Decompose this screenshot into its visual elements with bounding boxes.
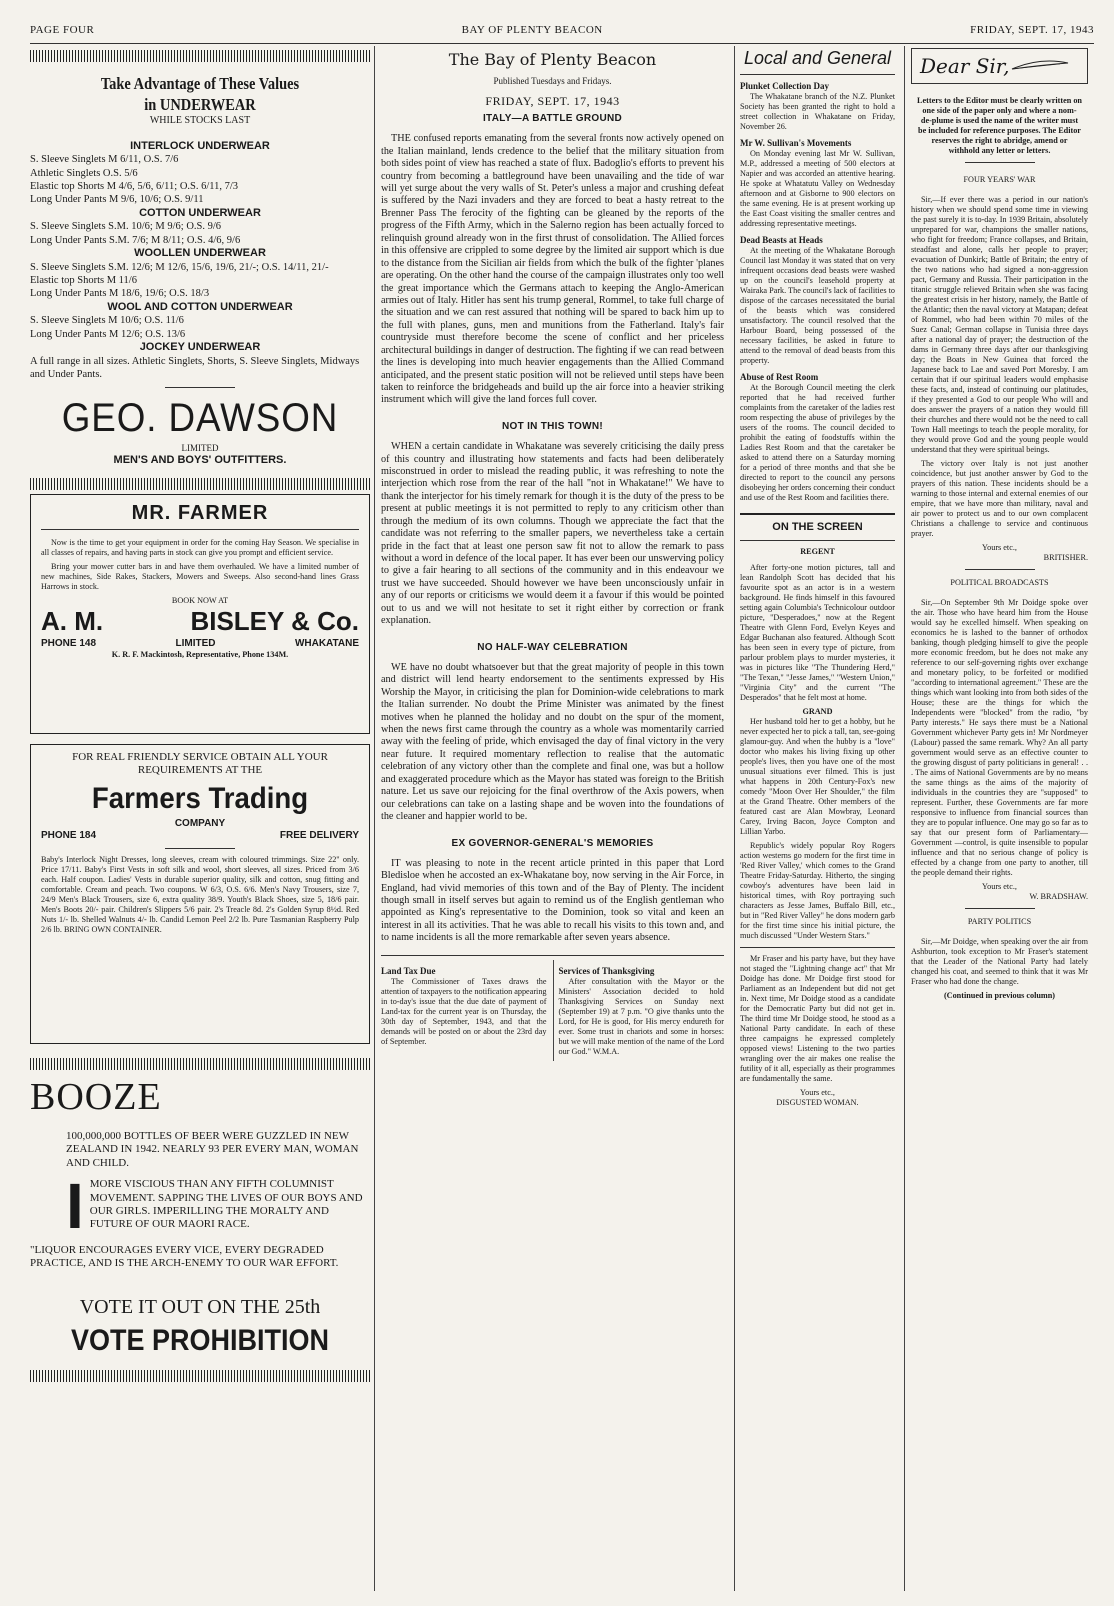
farmers-advert bbox=[30, 744, 370, 1044]
dawson-line: Athletic Singlets O.S. 5/6 bbox=[30, 167, 138, 179]
booze-prohibition: VOTE PROHIBITION bbox=[70, 1323, 330, 1357]
article-body: WHEN a certain candidate in Whakatane was severely criticising the daily press of this country and illustrating how statements and facts had been deliberately misconstrued in order to mislead the reading public, it was refreshing to note the interjection which rose from the rear of the hall "not in Whakatane!" We have to thank the interjector for his timely remark for though it is the duty of the press to be present at public meetings it is not permitted to reply to any criticism other than through the medium of its own columns. Though we appreciate the fact that the candidate was not referring to the smaller papers, we nevertheless take a certain pride in the fact that at least one person saw fit not to allow the remark to pass without a word in defence of the local paper. It has ever been our unswerving policy to give a fair hearing to all sections of the community and in this endeavour we trust we have succeeded. Should however we have been unconsciously unfair in any of our reports or criticisms we would deem it a favour if this would be pointed out to us and we will not hesitate to set it right either by correction or frank explanation. bbox=[381, 441, 724, 627]
article-body: WE have no doubt whatsoever but that the great majority of people in this town and district will lend hearty endorsement to the sentiments expressed by His Worship the Mayor, in criticising the plan for Dominion-wide celebrations to mark the Italian surrender. No doubt the Prime Minister was animated by the finest motives when he planned the holiday and no doubt on the spur of the moment, when the news first came through the country as a whole was momentarily carried away with the feeling of pride, which envisaged the day of final victory in the very near future. It required momentary reflection to realise that the automatic celebration of any victory other than the complete and final one, was but a hollow and exaggerated procedure which as the Mayor has stated was foreign to the British nature. Let us save our rejoicing for the final overthrow of the Axis powers, when our celebrations can take on a lasting shape and be woven into the foundations of the cleaner and happier world to be. bbox=[381, 661, 724, 823]
hatch-rule bbox=[30, 50, 370, 62]
dawson-line: Long Under Pants M 12/6; O.S. 13/6 bbox=[30, 328, 186, 340]
dawson-line: S. Sleeve Singlets M 10/6; O.S. 11/6 bbox=[30, 315, 184, 327]
letter-body: Sir,—If ever there was a period in our nation's history when we should spend some time in viewing the past surely it is to-day. In 1939 Britain, absolutely unprepared for war, champions the smaller nations, who fight for freedom; France collapses, and Britain, steadfast and alone, calls her people to prayer; evacuation of Dunkirk; Battle of Britain; the entry of the two nations who had signed a non-aggression pact, Germany and Russia. Their participation in the titanic struggle relieved Britain when she was facing the greatest crisis in her history, namely, the Battle of the Atlantic; then the naval victory at Matapan; defeat of Rommel, who had been within 70 miles of the Suez Canal; German collapse in Tunisia three days after a national day of prayer; the destruction of the dams in Germany three days after our thanksgiving day; the Boats in New Guinea that forced the Japanese back to Lae and saved Port Moresby. I am certain that if our spiritual leaders would emphasise these facts, and, instead of continuing our platitudes, if they presented a God to our people Who will and does answer the prayers of a nation they would fill their churches and there would not be the need to call Town Hall meetings to teach the people morality, for they would prove God and the young people would understand that they were spiritual beings. bbox=[911, 195, 1088, 454]
page-date: FRIDAY, SEPT. 17, 1943 bbox=[970, 24, 1094, 36]
letter-body: Mr Fraser and his party have, but they have not staged the "Lightning change act" that Mr Doidge has done. Mr Doidge first stood for Parliament as an Independent but did not get in. Next time, Mr Doidge stood as a candidate for the Democratic Party but did not get in. The third time Mr Doidge stood, he stood as a National Party candidate. In each of these three campaigns he expressed completely opposed views! Listening to the two parties wrangling over the air makes one realise the futility of it all, especially as their programmes are fundamentally the same. bbox=[740, 954, 895, 1084]
dawson-title-3: WHILE STOCKS LAST bbox=[149, 115, 251, 127]
news-body: The Commissioner of Taxes draws the attention of taxpayers to the notification appearing in to-day's issue that the due date of payment of Land-tax for the current year is on Thursday, the 30th day of September, 1943, and that the demands will be posted on or about the 23rd day of September. bbox=[381, 976, 547, 1046]
dawson-section-heading: JOCKEY UNDERWEAR bbox=[139, 341, 261, 354]
screen-body: After forty-one motion pictures, tall and lean Randolph Scott has decided that his favourite spot as an actor is in a western background. He finds himself in this favoured setting again Columbia's Technicolour outdoor picture, "Desperadoes," now at the Regent Theatre with Glenn Ford, Evelyn Keyes and Edgar Buchanan also featured. Although Scott has been seen in every type of picture, from parlour problem plays to murder mysteries, it was in pictures like "The Thundering Herd," "The Texan," "Jesse James," "Western Union," "Virginia City" and the current "The Desperados" that he felt most at home. bbox=[740, 563, 895, 703]
masthead: The Bay of Plenty Beacon bbox=[448, 50, 657, 69]
news-heading: Dead Beasts at Heads bbox=[740, 234, 823, 245]
news-heading: Abuse of Rest Room bbox=[740, 371, 819, 382]
dawson-title-2: in UNDERWEAR bbox=[144, 94, 256, 114]
screen-body: Republic's widely popular Roy Rogers action westerns go modern for the first time in 'Red River Valley,' which comes to the Grand Theatre Friday-Saturday. Hitherto, the singing cowboy's adventures have been laid in historical times, with Roy portraying such characters as Jesse James, Buffalo Bill, etc., but in "Red River Valley" he dons modern garb for the first time since his initial picture, the much discussed "Under Western Stars." bbox=[740, 841, 895, 941]
dawson-tagline: MEN'S AND BOYS' OUTFITTERS. bbox=[113, 454, 287, 467]
divider bbox=[381, 955, 724, 956]
letter-signoff: Yours etc., bbox=[982, 882, 1017, 891]
booze-stat: 100,000,000 BOTTLES OF BEER WERE GUZZLED IN NEW ZEALAND IN 1942. NEARLY 93 PER EVERY MAN, WOMAN AND CHILD. bbox=[66, 1129, 359, 1169]
dear-sir-text: Dear Sir, bbox=[920, 53, 1010, 78]
letter-heading: POLITICAL BROADCASTS bbox=[950, 578, 1049, 587]
article-heading: ITALY—A BATTLE GROUND bbox=[482, 113, 623, 125]
bisley-body: Now is the time to get your equipment in order for the coming Hay Season. We specialise in all classes of repairs, and having parts in stock can give you prompt and efficient service. bbox=[41, 537, 359, 557]
divider bbox=[165, 387, 235, 388]
thanksgiving-item bbox=[553, 960, 725, 1061]
news-body: On Monday evening last Mr W. Sullivan, M.P., addressed a meeting of 500 electors at Napier and was accorded an attentive hearing. He spoke at Whatatutu Valley on Wednesday afternoon and at Gisborne to 900 electors on the same evening. He is at present working up the East Coast visiting the smaller centres and addressing representative meetings. bbox=[740, 148, 895, 228]
article-heading: NOT IN THIS TOWN! bbox=[501, 420, 604, 432]
hatch-rule bbox=[30, 1370, 370, 1382]
bisley-title: MR. FARMER bbox=[131, 501, 269, 524]
news-heading: Plunket Collection Day bbox=[740, 80, 829, 91]
divider bbox=[165, 848, 235, 849]
bisley-limited: LIMITED bbox=[175, 637, 216, 649]
letter-heading: FOUR YEARS' WAR bbox=[963, 175, 1036, 184]
booze-drop-cap: I bbox=[66, 1170, 84, 1243]
letter-heading: PARTY POLITICS bbox=[967, 917, 1032, 926]
continued-note: (Continued in previous column) bbox=[943, 991, 1056, 1000]
booze-quote-block bbox=[66, 1170, 370, 1243]
land-tax-item bbox=[381, 960, 547, 1061]
letter-signature: W. BRADSHAW. bbox=[1029, 892, 1088, 901]
bisley-name-a: A. M. bbox=[41, 605, 104, 636]
bisley-advert bbox=[30, 494, 370, 734]
news-heading: Mr W. Sullivan's Movements bbox=[740, 137, 852, 148]
divider bbox=[740, 540, 895, 541]
hatch-rule bbox=[30, 1058, 370, 1070]
page-header bbox=[30, 24, 1094, 44]
letters-column bbox=[904, 46, 1094, 1591]
hatch-rule bbox=[30, 478, 370, 490]
divider bbox=[965, 162, 1035, 163]
booze-liquor: "LIQUOR ENCOURAGES EVERY VICE, EVERY DEGRADED PRACTICE, AND IS THE ARCH-ENEMY TO OUR WAR EFFORT. bbox=[30, 1243, 339, 1270]
page-number: PAGE FOUR bbox=[30, 24, 95, 36]
booze-title: BOOZE bbox=[30, 1075, 162, 1118]
news-body: At the meeting of the Whakatane Borough Council last Monday it was stated that on very infrequent occasions dead beasts were washed up on the council's leasehold property at Wairaka Park. The council's lack of facilities to dispose of the carcases necessitated the burial of the beasts which was considered unsatisfactory. The council resolved that the Harbour Board, being possessed of the necessary facilities, be asked in future to attend to the removal of dead beasts from this property. bbox=[740, 245, 895, 365]
divider bbox=[965, 908, 1035, 909]
news-body: After consultation with the Mayor or the Ministers' Association decided to hold Thanksgiving Services on Sunday next (September 19) at 7 p.m. "O give thanks unto the Lord, for He is good, for His mercy endureth for ever. Some trust in chariots and some in horses: but we will make mention of the name of the Lord our God." W.M.A. bbox=[558, 976, 724, 1056]
article-body: IT was pleasing to note in the recent article printed in this paper that Lord Bledisloe when he accosted an ex-Whakatane boy, now serving in the Air Force, in England, had vivid memories of this town and of the Bay of Plenty. The incident though small in itself serves but again to remind us of the English gentleman who appointed as King's representative to the Dominion, took so vital and keen an interest in all its activities. That he was able to recall his visits to this town and, and to name incidents is all the more remarkable after seven years absence. bbox=[381, 857, 724, 944]
dawson-section-heading: WOOL AND COTTON UNDERWEAR bbox=[107, 300, 293, 313]
news-shorts bbox=[381, 960, 724, 1061]
letters-notice: Letters to the Editor must be clearly written on one side of the paper only and where a nom-de-plume is used the name of the writer must be included for reference purposes. The Editor reserves the right to abridge, amend or withhold any letter or letters. bbox=[917, 96, 1082, 155]
news-heading: Land Tax Due bbox=[381, 965, 436, 976]
dawson-section-heading: WOOLLEN UNDERWEAR bbox=[134, 247, 266, 260]
farmers-phone: PHONE 184 bbox=[41, 830, 97, 842]
dawson-line: S. Sleeve Singlets S.M. 12/6; M 12/6, 15/6, 19/6, 21/-; O.S. 14/11, 21/- bbox=[30, 261, 329, 273]
letter-body: Sir,—Mr Doidge, when speaking over the air from Ashburton, took exception to Mr Fraser's statement that the Leader of the National Party had lately changed his coat, and seemed to think that it was Mr Fraser who had done the change. bbox=[911, 937, 1088, 986]
farmers-meta bbox=[41, 830, 359, 842]
farmers-delivery: FREE DELIVERY bbox=[279, 830, 359, 842]
dawson-line: A full range in all sizes. Athletic Singlets, Shorts, S. Sleeve Singlets, Midways and Under Pants. bbox=[30, 355, 360, 380]
paper-name: BAY OF PLENTY BEACON bbox=[461, 24, 603, 36]
letter-body: The victory over Italy is not just another coincidence, but just another answer by God to the prayers of this nation. These incidents should be a warning to those internal and external enemies of our empire, that we have more than military, naval and air power to protect us and to our own complacent Christians a challenge to service and continuous prayer. bbox=[911, 459, 1088, 538]
divider bbox=[965, 569, 1035, 570]
farmers-company: COMPANY bbox=[174, 817, 226, 829]
divider bbox=[740, 947, 895, 948]
dawson-line: Long Under Pants M 18/6, 19/6; O.S. 18/3 bbox=[30, 288, 210, 300]
dawson-name: GEO. DAWSON bbox=[61, 396, 339, 441]
bisley-name-b: BISLEY & Co. bbox=[190, 605, 359, 636]
letter-signature: BRITISHER. bbox=[1043, 553, 1088, 562]
news-body: At the Borough Council meeting the clerk reported that he had received further complaints from the caretaker of the ladies rest room respecting the abuse of privileges by the users of the rooms. The council decided to prohibit the eating of foodstuffs within the Ladies Rest Room and that the caretaker be asked to attend there on a Saturday morning for a period of three months and that she be directed to report to the council any persons disobeying her orders concerning their conduct and use of the Rest Room and facilities there. bbox=[740, 382, 895, 502]
theatre-name: GRAND bbox=[802, 707, 833, 717]
article-body: THE confused reports emanating from the several fronts now actively opened on the Italian mainland, lends credence to the belief that the military situation from both sides point of view has reached a state of flux. Badoglio's efforts to prevent his country from becoming a battleground have been unavailing and the tide of war will yet surge about the very walls of St. Peter's unless a major and crushing defeat is suffered by the Nazi invaders and they are forced to beat a hasty retreat to the Brenner Pass The ferocity of the fighting can be gleaned by the reports of the progress of the Fifth Army, which in the Salerno region has been actually forced to relinquish ground already won in the first thrust of consolidation. The Allied forces in this offensive are crippled to some degree by the limited air support which is due to the distance from the Sicilian air fields from which the bulk of the fighter 'planes are operating. On the other hand the course of the campaign illustrates only too well the great importance which the Germans attach to keeping the Anglo-American armies out of Italy. Hitler has sent his trump general, Rommel, to take full charge of the situation and we can rest assured that nothing will be spared to back him up to the full with planes, guns, men and munitions from the Fatherland. Italy's fair countryside must therefore become the scene of conflict and her priceless architectural buildings in danger of destruction. The fighting if we can read between the lines is developing into much heavier engagements than the Allied Command anticipated, and the present static position will not be relieved until steps have been taken to reinforce the bridgeheads and build up the air force into a heavier striking instrument which will give the land forces full cover. bbox=[381, 133, 724, 406]
article-heading: NO HALF-WAY CELEBRATION bbox=[477, 641, 628, 653]
letter-body: Sir,—On September 9th Mr Doidge spoke over the air. Those who have heard him from the House would say he excelled himself. When speaking on economics he is lashed to the banner of orthodox banking, though pledging himself to give the people more economic freedom, but he does not make any reference to our self-governing rights over exchange and monetary policy, to be forfeited or modified "according to international agreement." These are the things which want looking into from both sides of the House; these are the things for which the Independents were "blocked" from the radio, "by Party interests." He says there must be a National Government whichever Party gets in! Mr Nordmeyer (Labour) passed the same remark. Why? An all party government would serve as an effective counter to the growing disgust of party politicians in general! . . . The aims of National Governments are by no means the same things as the aims of the majority of individuals in the countries they are "supposed" to represent. Further, these Governments are far more responsive to influence from financial sources than they are to popular influence. One may go so far as to say that our present form of Parliamentary—Government —control, is quite insensible to popular influence and that no serious change of policy is effected by a change from one party to another, till the people demand their rights. bbox=[911, 598, 1088, 877]
farmers-body: Baby's Interlock Night Dresses, long sleeves, cream with coloured trimmings. Size 22" only. Price 17/11. Baby's First Vests in soft silk and wool, short sleeves, all sizes. Priced from 3/6 each. Half coupon. Ladies' Vests in durable superior quality, silk and cotton, snug fitting and comfortable. Cream and peach. Two coupons. W 6/3, O.S. 6/6. Men's Navy Trousers, size 7, 24/9 Men's Black Trousers, size 6, extra quality 38/9. Youth's Black Shoes, size 5, 18/6 pair. Men's Boots 20/- pair. Children's Slippers 5/6 pair. 2's Treacle 8d. 2's Golden Syrup 8½d. Red Nuts 1/- lb. Shelled Walnuts 4/- lb. Candid Lemon Peel 2/2 lb. Pure Tasmanian Raspberry Pulp 2/6 lb. BRING OWN CONTAINER. bbox=[41, 855, 359, 935]
bisley-body-2: Bring your mower cutter bars in and have them overhauled. We have a limited number of new machines, Side Rakes, Stackers, Mowers and Sweeps. Also second-hand lines Grass Harrows in stock. bbox=[41, 561, 359, 591]
dawson-line: S. Sleeve Singlets M 6/11, O.S. 7/6 bbox=[30, 154, 179, 166]
publication-schedule: Published Tuesdays and Fridays. bbox=[493, 75, 612, 86]
editorial-date: FRIDAY, SEPT. 17, 1943 bbox=[485, 94, 620, 109]
dawson-line: S. Sleeve Singlets S.M. 10/6; M 9/6; O.S. 9/6 bbox=[30, 221, 222, 233]
dawson-limited: LIMITED bbox=[181, 443, 219, 454]
dawson-line: Long Under Pants M 9/6, 10/6; O.S. 9/11 bbox=[30, 194, 204, 206]
bisley-book: BOOK NOW AT bbox=[171, 595, 229, 605]
farmers-name: Farmers Trading bbox=[91, 782, 309, 816]
news-heading: Services of Thanksgiving bbox=[558, 965, 655, 976]
advert-column bbox=[30, 46, 370, 1591]
dear-sir-banner bbox=[911, 48, 1088, 84]
dawson-title-1: Take Advantage of These Values bbox=[100, 74, 300, 93]
bisley-town: WHAKATANE bbox=[294, 637, 359, 649]
letter-signoff: Yours etc., bbox=[800, 1088, 835, 1098]
booze-quote: MORE VISCIOUS THAN ANY FIFTH COLUMNIST MOVEMENT. SAPPING THE LIVES OF OUR BOYS AND OUR GIRLS. IMPERILLING THE MORALTY AND FUTURE OF OUR MAORI RACE. bbox=[89, 1178, 363, 1231]
booze-advert bbox=[30, 1074, 370, 1360]
booze-vote: VOTE IT OUT ON THE 25th bbox=[79, 1295, 321, 1318]
screen-heading: ON THE SCREEN bbox=[772, 520, 863, 533]
dawson-line: Elastic top Shorts M 11/6 bbox=[30, 274, 137, 286]
dawson-advert bbox=[30, 74, 370, 468]
news-body: The Whakatane branch of the N.Z. Plunket Society has been granted the right to hold a street collection in Whakatane on Friday, November 26. bbox=[740, 91, 895, 131]
local-title: Local and General bbox=[740, 48, 895, 75]
theatre-name: REGENT bbox=[800, 547, 835, 557]
bisley-meta bbox=[41, 638, 359, 650]
letter-signoff: Yours etc., bbox=[982, 543, 1017, 552]
farmers-intro: FOR REAL FRIENDLY SERVICE OBTAIN ALL YOUR REQUIREMENTS AT THE bbox=[72, 750, 328, 776]
quill-icon bbox=[1010, 59, 1070, 73]
letter-signature: DISGUSTED WOMAN. bbox=[776, 1098, 859, 1108]
dawson-section-heading: INTERLOCK UNDERWEAR bbox=[130, 139, 270, 152]
bisley-phone: PHONE 148 bbox=[41, 637, 97, 649]
divider bbox=[41, 529, 359, 530]
local-general-column bbox=[734, 46, 900, 1591]
editorial-column bbox=[374, 46, 730, 1591]
dawson-section-heading: COTTON UNDERWEAR bbox=[139, 206, 261, 219]
dawson-line: Long Under Pants S.M. 7/6; M 8/11; O.S. 4/6, 9/6 bbox=[30, 234, 241, 246]
article-heading: EX GOVERNOR-GENERAL'S MEMORIES bbox=[451, 837, 654, 849]
bisley-name bbox=[41, 606, 359, 638]
bisley-rep: K. R. F. Mackintosh, Representative, Phone 134M. bbox=[111, 649, 289, 659]
divider bbox=[740, 513, 895, 515]
screen-body: Her husband told her to get a hobby, but he never expected her to pick a tall, tan, see-going glamour-guy. And when the hubby is a "love" doctor who makes his living fixing up other people's lives, then you have one of the most unusual situations ever filmed. This is just what happens in 20th Century-Fox's new comedy "Moon Over Her Shoulder," the film at the Grand Theatre. Other members of the featured cast are Alan Mowbray, Leonard Carey, Irving Bacon, Joyce Compton and Lillian Yarbo. bbox=[740, 717, 895, 837]
dawson-line: Elastic top Shorts M 4/6, 5/6, 6/11; O.S. 6/11, 7/3 bbox=[30, 180, 239, 192]
